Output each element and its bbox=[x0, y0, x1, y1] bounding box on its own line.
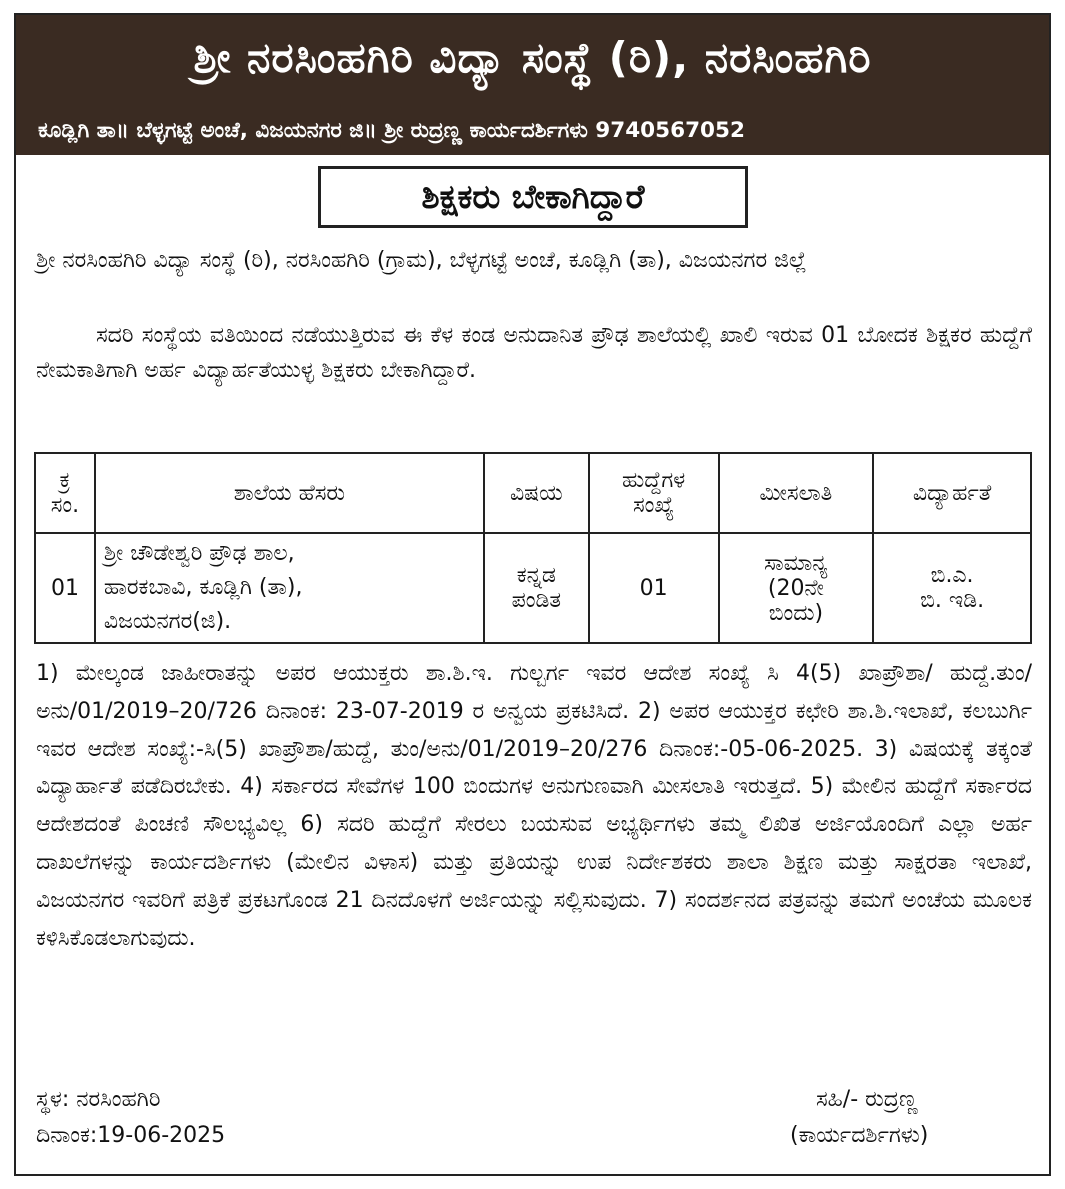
header-school-name: ಶಾಲೆಯ ಹೆಸರು bbox=[95, 453, 484, 533]
footer-date: ದಿನಾಂಕ:19-06-2025 bbox=[36, 1123, 226, 1148]
cell-posts: 01 bbox=[589, 533, 719, 643]
teachers-wanted-heading: ಶಿಕ್ಷಕರು ಬೇಕಾಗಿದ್ದಾರೆ bbox=[318, 166, 748, 228]
cell-serial: 01 bbox=[35, 533, 95, 643]
cell-reservation: ಸಾಮಾನ್ಯ (20ನೇ ಬಿಂದು) bbox=[719, 533, 874, 643]
footer-signature: ಸಹಿ/- ರುದ್ರಣ್ಣ bbox=[816, 1087, 918, 1112]
footer-designation: (ಕಾರ್ಯದರ್ಶಿಗಳು) bbox=[790, 1123, 929, 1148]
institution-title: ಶ್ರೀ ನರಸಿಂಹಗಿರಿ ವಿದ್ಯಾ ಸಂಸ್ಥೆ (ರಿ), ನರಸಿಂಹಗಿರಿ bbox=[193, 33, 872, 82]
footer-place: ಸ್ಥಳ: ನರಸಿಂಹಗಿರಿ bbox=[36, 1087, 161, 1112]
header-qualification: ವಿದ್ಯಾರ್ಹತೆ bbox=[873, 453, 1031, 533]
vacancy-table bbox=[34, 452, 1032, 644]
cell-subject: ಕನ್ನಡ ಪಂಡಿತ bbox=[484, 533, 589, 643]
institution-address: ಕೂಡ್ಲಿಗಿ ತಾ॥ ಬೆಳ್ಳಗಟ್ಟೆ ಅಂಚೆ, ವಿಜಯನಗರ ಜಿ॥ ಶ್ರೀ ರುದ್ರಣ್ಣ ಕಾರ್ಯದರ್ಶಿಗಳು 9740567052 bbox=[38, 118, 745, 143]
cell-school-name: ಶ್ರೀ ಚೌಡೇಶ್ವರಿ ಪ್ರೌಢ ಶಾಲ, ಹಾರಕಬಾವಿ, ಕೂಡ್ಲಿಗಿ (ತಾ), ವಿಜಯನಗರ(ಜಿ). bbox=[95, 533, 484, 643]
header-subject: ವಿಷಯ bbox=[484, 453, 589, 533]
intro-address: ಶ್ರೀ ನರಸಿಂಹಗಿರಿ ವಿದ್ಯಾ ಸಂಸ್ಥೆ (ರಿ), ನರಸಿಂಹಗಿರಿ (ಗ್ರಾಮ), ಬೆಳ್ಳಗಟ್ಟೆ ಅಂಚೆ, ಕೂಡ್ಲಿಗಿ (ತಾ), ವಿಜಯನಗರ ಜಿಲ್ಲೆ bbox=[36, 248, 807, 273]
table-row bbox=[35, 533, 1031, 643]
cell-qualification: ಬಿ.ಎ. ಬಿ. ಇಡಿ. bbox=[873, 533, 1031, 643]
terms-and-conditions: 1) ಮೇಲ್ಕಂಡ ಜಾಹೀರಾತನ್ನು ಅಪರ ಆಯುಕ್ತರು ಶಾ.ಶಿ.ಇ. ಗುಲ್ಬರ್ಗ ಇವರ ಆದೇಶ ಸಂಖ್ಯೆ ಸಿ 4(5) ಖಾಪ್ರೌಶಾ/ ಹುದ್ದೆ.ತುಂ/ಅನು/01/2019–20/726 ದಿನಾಂಕ: 23-07-2019 ರ ಅನ್ವಯ ಪ್ರಕಟಿಸಿದೆ. 2) ಅಪರ ಆಯುಕ್ತರ ಕಛೇರಿ ಶಾ.ಶಿ.ಇಲಾಖೆ, ಕಲಬುರ್ಗಿ ಇವರ ಆದೇಶ ಸಂಖ್ಯೆ:-ಸಿ(5) ಖಾಪ್ರೌಶಾ/ಹುದ್ದೆ, ತುಂ/ಅನು/01/2019–20/276 ದಿನಾಂಕ:-05-06-2025. 3) ವಿಷಯಕ್ಕೆ ತಕ್ಕಂತೆ ವಿದ್ಯಾರ್ಹಾತೆ ಪಡೆದಿರಬೇಕು. 4) ಸರ್ಕಾರದ ಸೇವೆಗಳ 100 ಬಿಂದುಗಳ ಅನುಗುಣವಾಗಿ ಮೀಸಲಾತಿ ಇರುತ್ತದೆ. 5) ಮೇಲಿನ ಹುದ್ದೆಗೆ ಸರ್ಕಾರದ ಆದೇಶದಂತೆ ಪಿಂಚಣಿ ಸೌಲಭ್ಯವಿಲ್ಲ 6) ಸದರಿ ಹುದ್ದೆಗೆ ಸೇರಲು ಬಯಸುವ ಅಭ್ಯರ್ಥಿಗಳು ತಮ್ಮ ಲಿಖಿತ ಅರ್ಜಿಯೊಂದಿಗೆ ಎಲ್ಲಾ ಅರ್ಹ ದಾಖಲೆಗಳನ್ನು ಕಾರ್ಯದರ್ಶಿಗಳು (ಮೇಲಿನ ವಿಳಾಸ) ಮತ್ತು ಪ್ರತಿಯನ್ನು ಉಪ ನಿರ್ದೇಶಕರು ಶಾಲಾ ಶಿಕ್ಷಣ ಮತ್ತು ಸಾಕ್ಷರತಾ ಇಲಾಖೆ, ವಿಜಯನಗರ ಇವರಿಗೆ ಪತ್ರಿಕೆ ಪ್ರಕಟಗೊಂಡ 21 ದಿನದೊಳಗೆ ಅರ್ಜಿಯನ್ನು ಸಲ್ಲಿಸುವುದು. 7) ಸಂದರ್ಶನದ ಪತ್ರವನ್ನು ತಮಗೆ ಅಂಚೆಯ ಮೂಲಕ ಕಳಿಸಿಕೊಡಲಾಗುವುದು. bbox=[36, 661, 1032, 951]
header-reservation: ಮೀಸಲಾತಿ bbox=[719, 453, 874, 533]
header-banner bbox=[16, 15, 1049, 155]
header-serial: ಕ್ರ ಸಂ. bbox=[35, 453, 95, 533]
intro-body: ಸದರಿ ಸಂಸ್ಥೆಯ ವತಿಯಿಂದ ನಡೆಯುತ್ತಿರುವ ಈ ಕೆಳ ಕಂಡ ಅನುದಾನಿತ ಪ್ರೌಢ ಶಾಲೆಯಲ್ಲಿ ಖಾಲಿ ಇರುವ 01 ಬೋದಕ ಶಿಕ್ಷಕರ ಹುದ್ದೆಗೆ ನೇಮಕಾತಿಗಾಗಿ ಅರ್ಹ ವಿದ್ಯಾರ್ಹತೆಯುಳ್ಳ ಶಿಕ್ಷಕರು ಬೇಕಾಗಿದ್ದಾರೆ. bbox=[36, 323, 1032, 383]
header-posts: ಹುದ್ದೆಗಳ ಸಂಖ್ಯೆ bbox=[589, 453, 719, 533]
table-header-row bbox=[35, 453, 1031, 533]
